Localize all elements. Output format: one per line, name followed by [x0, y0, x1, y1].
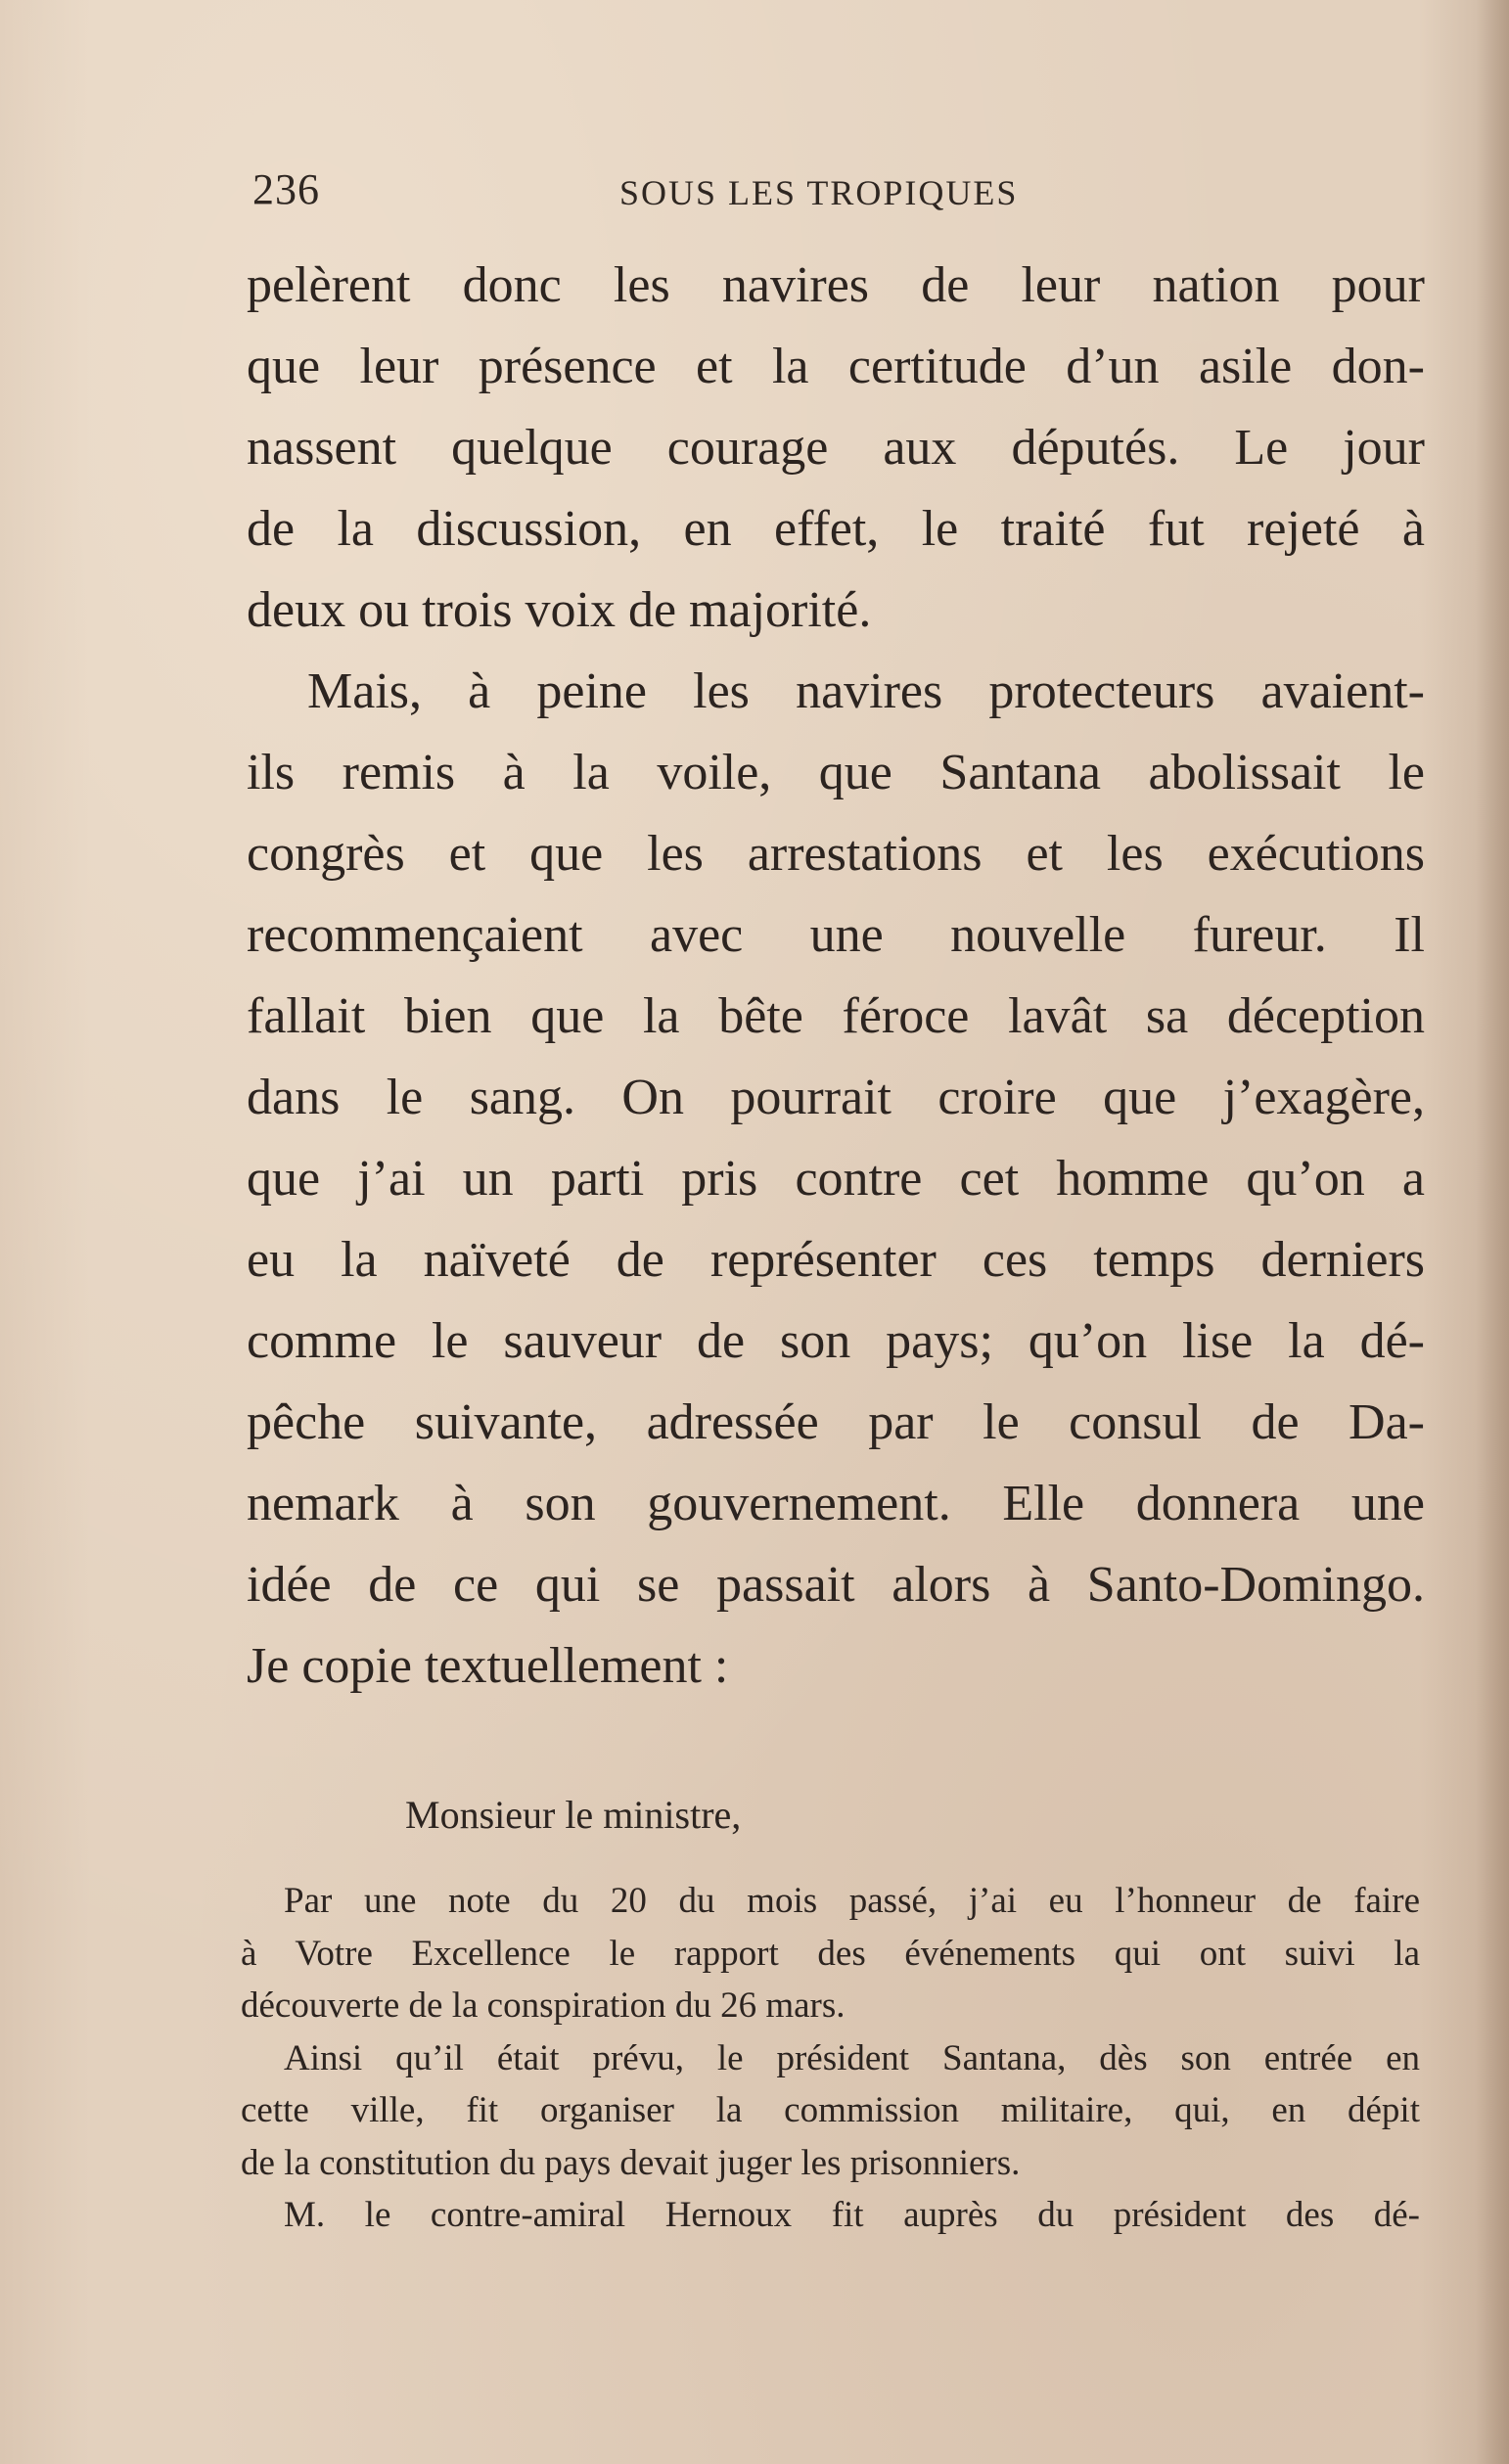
text-line: pêche suivante, adressée par le consul de Da-	[247, 1394, 1425, 1450]
text-line: nassent quelque courage aux députés. Le jour	[247, 420, 1425, 476]
text-line: recommençaient avec une nouvelle fureur. Il	[247, 907, 1425, 963]
letter-line: cette ville, fit organiser la commission militaire, qui, en dépit	[241, 2090, 1420, 2130]
text-line: fallait bien que la bête féroce lavât sa déception	[247, 988, 1425, 1044]
text-line: eu la naïveté de représenter ces temps derniers	[247, 1232, 1425, 1288]
page-edge-shadow	[1476, 0, 1509, 2464]
letter-line: Par une note du 20 du mois passé, j’ai eu l’honneur de faire	[284, 1881, 1420, 1921]
letter-line: à Votre Excellence le rapport des événements qui ont suivi la	[241, 1933, 1420, 1974]
running-title: SOUS LES TROPIQUES	[619, 173, 1019, 212]
main-text	[247, 245, 1425, 1707]
text-line: de la discussion, en effet, le traité fut rejeté à	[247, 501, 1425, 557]
letter-line: Ainsi qu’il était prévu, le président Santana, dès son entrée en	[284, 2037, 1420, 2078]
text-line: que j’ai un parti pris contre cet homme qu’on a	[247, 1151, 1425, 1207]
letter-line: M. le contre-amiral Hernoux fit auprès du président des dé-	[284, 2195, 1420, 2235]
text-line: deux ou trois voix de majorité.	[247, 582, 872, 638]
text-line: Mais, à peine les navires protecteurs avaient-	[307, 663, 1425, 719]
text-line: comme le sauveur de son pays; qu’on lise la dé-	[247, 1313, 1425, 1369]
letter-line: découverte de la conspiration du 26 mars.	[241, 1985, 846, 2026]
text-line: pelèrent donc les navires de leur nation pour	[247, 257, 1425, 313]
text-line: dans le sang. On pourrait croire que j’exagère,	[247, 1070, 1425, 1125]
text-line: congrès et que les arrestations et les exécutions	[247, 826, 1425, 882]
running-header	[252, 164, 1427, 223]
text-line: nemark à son gouvernement. Elle donnera une	[247, 1476, 1425, 1531]
letter-salutation: Monsieur le ministre,	[405, 1793, 742, 1837]
text-line: Je copie textuellement :	[247, 1638, 729, 1694]
text-line: ils remis à la voile, que Santana abolissait le	[247, 745, 1425, 800]
quoted-letter	[241, 1781, 1420, 2242]
letter-line: de la constitution du pays devait juger les prisonniers.	[241, 2142, 1021, 2183]
text-line: idée de ce qui se passait alors à Santo-Domingo.	[247, 1557, 1425, 1613]
text-line: que leur présence et la certitude d’un asile don-	[247, 339, 1425, 394]
page-number: 236	[252, 165, 320, 213]
letter-body	[241, 1875, 1420, 2242]
